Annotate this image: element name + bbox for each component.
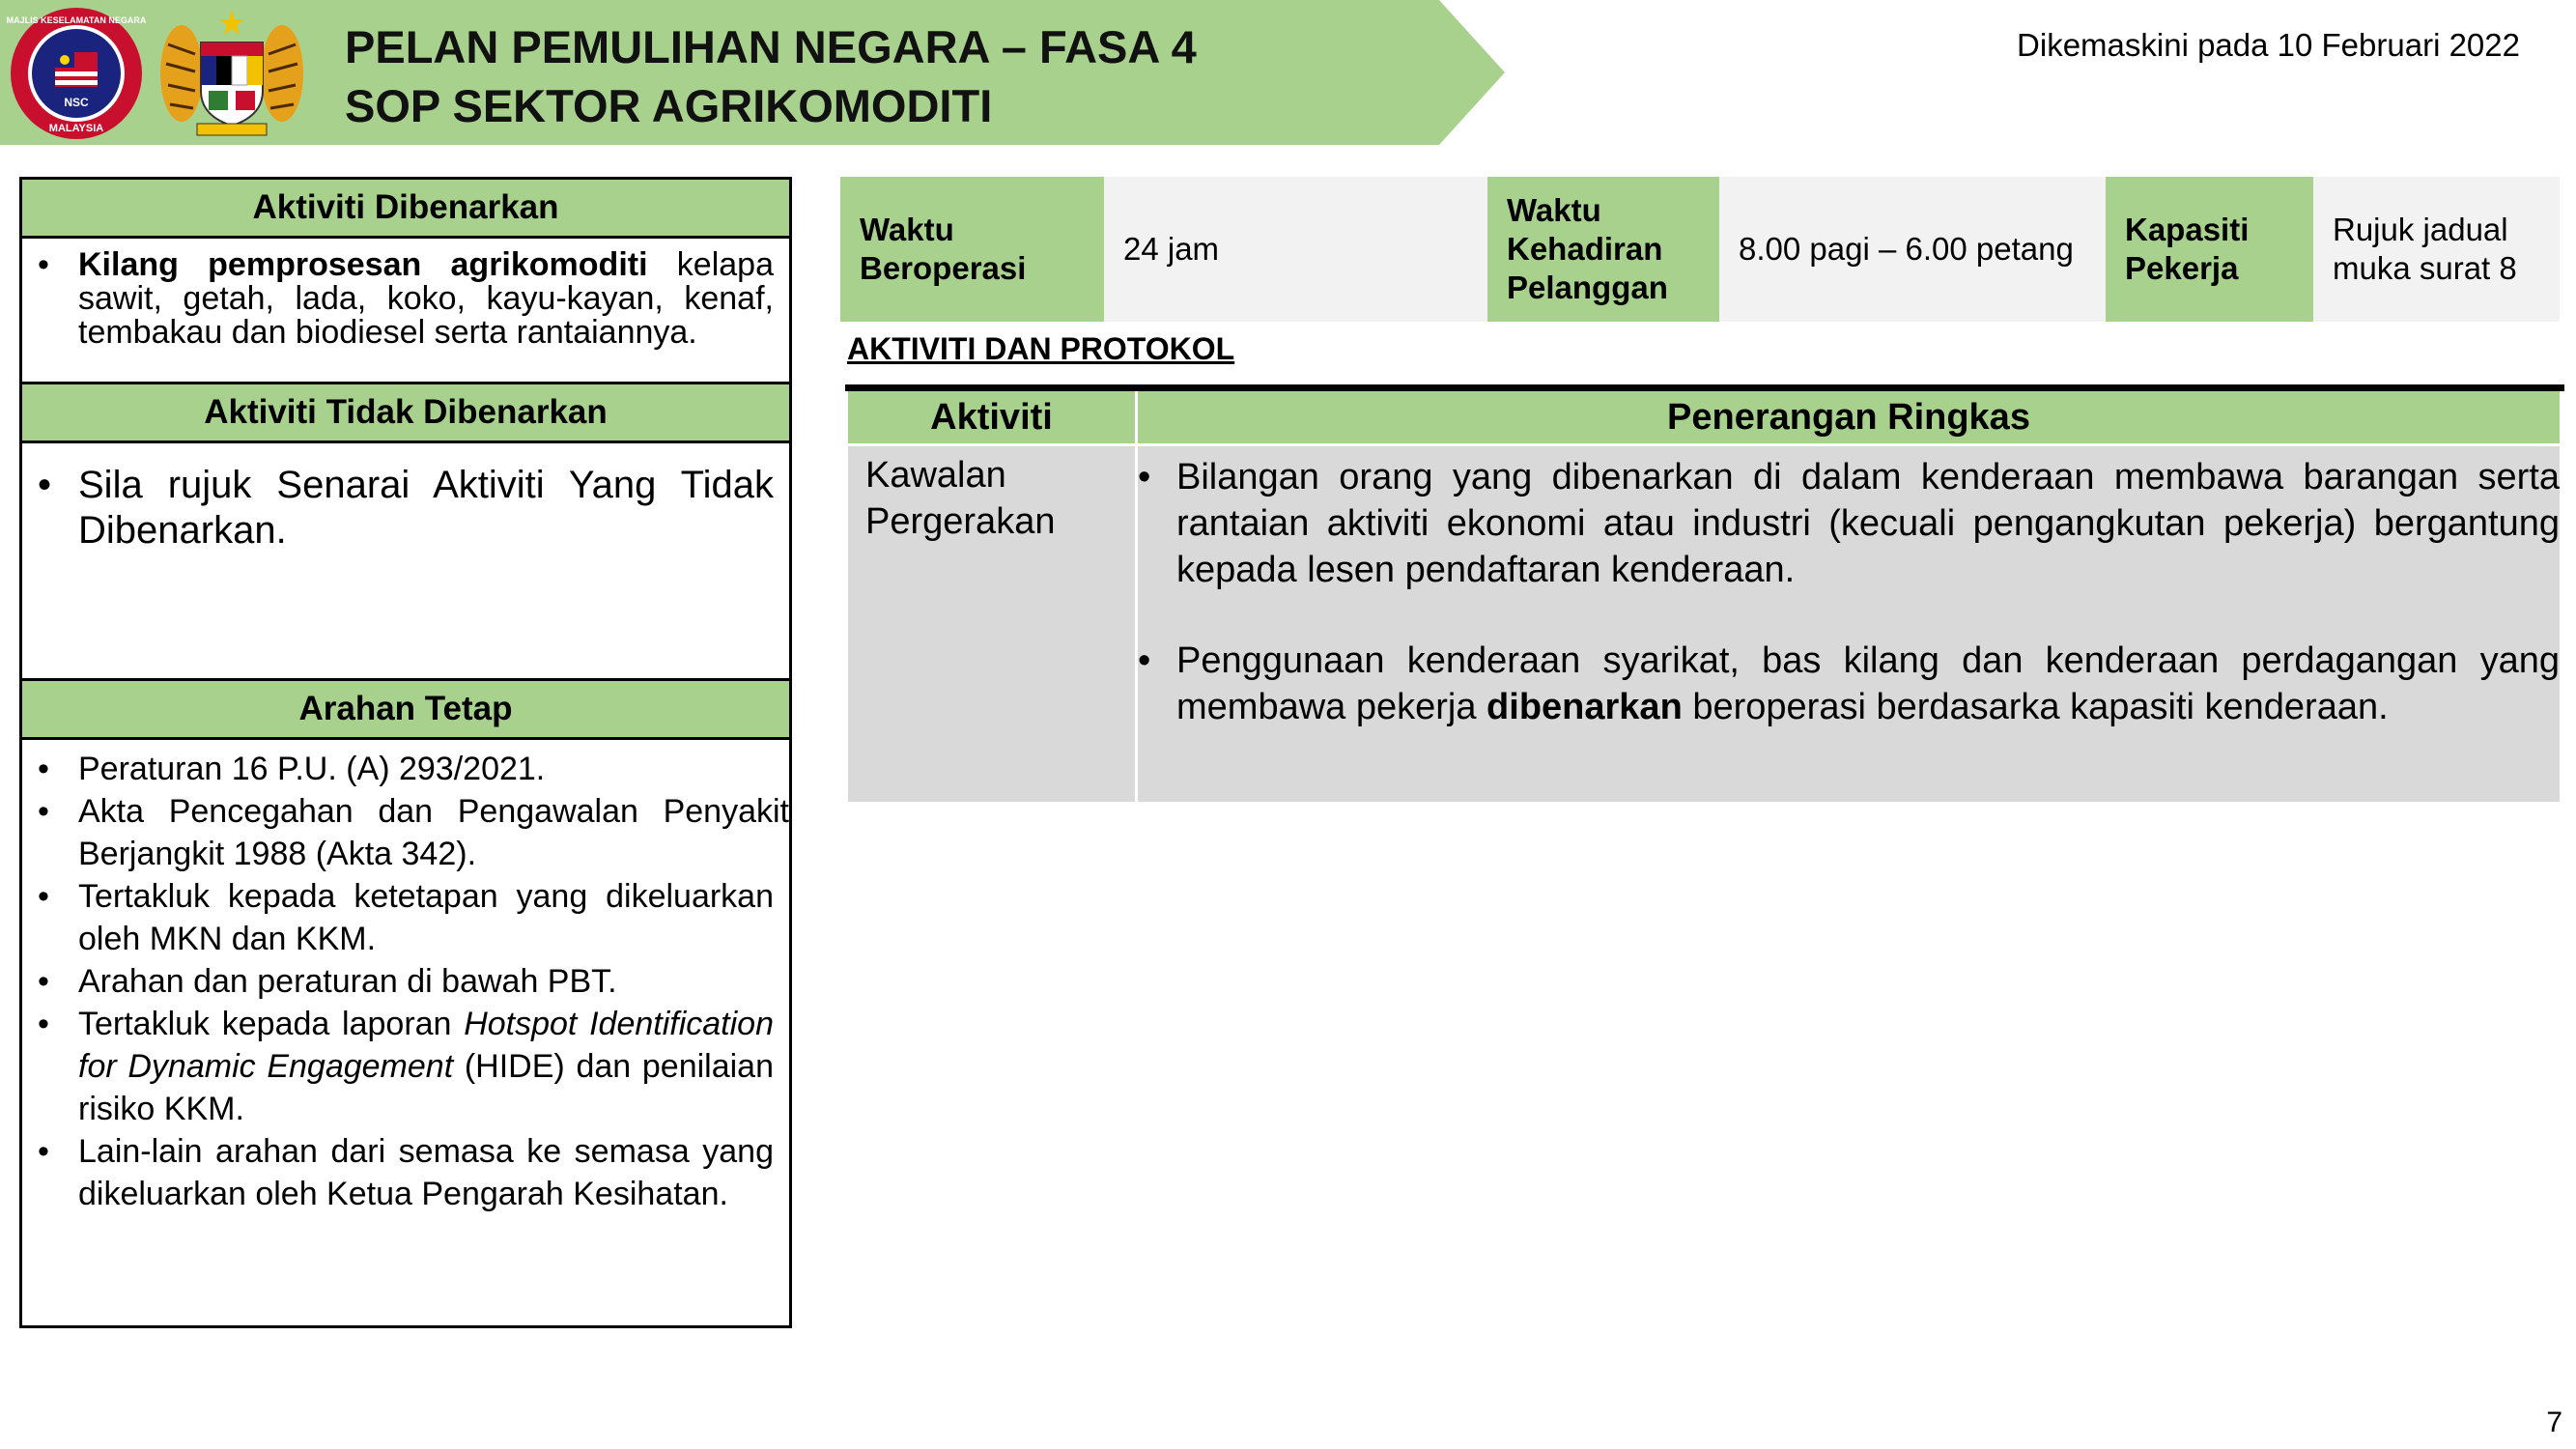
malaysia-crest-logo <box>155 6 309 141</box>
title-line-2: SOP SEKTOR AGRIKOMODITI <box>345 80 993 131</box>
section-divider <box>845 384 2564 391</box>
allowed-activities-heading: Aktiviti Dibenarkan <box>22 180 789 239</box>
column-header-description: Penerangan Ringkas <box>1667 397 2030 438</box>
directive-5-pre: Tertakluk kepada laporan <box>78 1006 465 1042</box>
bullet-2-bold: dibenarkan <box>1486 687 1683 727</box>
operating-hours-label: Waktu Beroperasi <box>840 177 1104 322</box>
page-title <box>345 17 1197 135</box>
not-allowed-item: • Sila rujuk Senarai Aktiviti Yang Tidak Dibenarkan. <box>38 463 774 554</box>
directive-item: • Peraturan 16 P.U. (A) 293/2021. <box>38 748 774 790</box>
page-number: 7 <box>2546 1406 2562 1438</box>
operating-info-strip <box>840 177 2560 322</box>
table-row <box>848 446 2560 802</box>
customer-hours-value: 8.00 pagi – 6.00 petang <box>1719 177 2106 322</box>
directive-5-post: (HIDE) dan penilaian risiko KKM. <box>78 1048 774 1127</box>
allowed-activity-item <box>38 248 774 350</box>
standing-directives-heading: Arahan Tetap <box>22 681 789 740</box>
worker-capacity-label: Kapasiti Pekerja <box>2106 177 2313 322</box>
bullet-2-post: beroperasi berdasarka kapasiti kenderaan. <box>1682 687 2389 727</box>
nsc-center-text: NSC <box>64 96 89 109</box>
description-bullet: • Bilangan orang yang dibenarkan di dalam kenderaan membawa barangan serta rantaian aktiviti ekonomi atau industri (kecuali pengangkutan pekerja) bergantung kepada lesen pendaftaran kenderaan. <box>1138 454 2560 593</box>
allowed-item-rest: kelapa sawit, getah, lada, koko, kayu-kayan, kenaf, tembakau dan biodiesel serta rantaiannya. <box>78 246 774 351</box>
directive-item: • Akta Pencegahan dan Pengawalan Penyakit Berjangkit 1988 (Akta 342). <box>38 790 789 875</box>
protocol-table <box>848 391 2560 802</box>
title-line-1: PELAN PEMULIHAN NEGARA – FASA 4 <box>345 21 1197 72</box>
protocol-section-title: AKTIVITI DAN PROTOKOL <box>847 331 1235 366</box>
worker-capacity-value: Rujuk jadual muka surat 8 <box>2313 177 2560 322</box>
not-allowed-activities-box <box>19 382 792 681</box>
directive-item <box>38 1003 774 1130</box>
standing-directives-box <box>19 678 792 1328</box>
nsc-bottom-text: MALAYSIA <box>48 123 104 134</box>
directive-item: • Arahan dan peraturan di bawah PBT. <box>38 960 774 1003</box>
nsc-ring-text: MAJLIS KESELAMATAN NEGARA <box>6 15 147 25</box>
updated-date: Dikemaskini pada 10 Februari 2022 <box>2017 27 2520 63</box>
directive-item: • Lain-lain arahan dari semasa ke semasa yang dikeluarkan oleh Ketua Pengarah Kesihatan. <box>38 1130 774 1215</box>
directive-5-italic: Hotspot Identification for Dynamic Engagement <box>78 1006 775 1085</box>
directive-item: • Tertakluk kepada ketetapan yang dikeluarkan oleh MKN dan KKM. <box>38 875 774 960</box>
nsc-logo <box>5 6 148 141</box>
description-bullet <box>1138 638 2560 730</box>
not-allowed-activities-heading: Aktiviti Tidak Dibenarkan <box>22 384 789 443</box>
column-header-activity: Aktiviti <box>848 391 1138 443</box>
customer-hours-label: Waktu Kehadiran Pelanggan <box>1487 177 1719 322</box>
allowed-item-bold: Kilang pemprosesan agrikomoditi <box>78 246 648 283</box>
bullet-2-pre: Penggunaan kenderaan syarikat, bas kilang dan kenderaan perdagangan yang membawa pekerja <box>1176 640 2560 727</box>
operating-hours-value: 24 jam <box>1104 177 1487 322</box>
row-activity-cell: Kawalan Pergerakan <box>848 446 1138 802</box>
allowed-activities-box <box>19 177 792 384</box>
row-description-cell <box>1138 446 2560 802</box>
protocol-table-header <box>848 391 2560 446</box>
